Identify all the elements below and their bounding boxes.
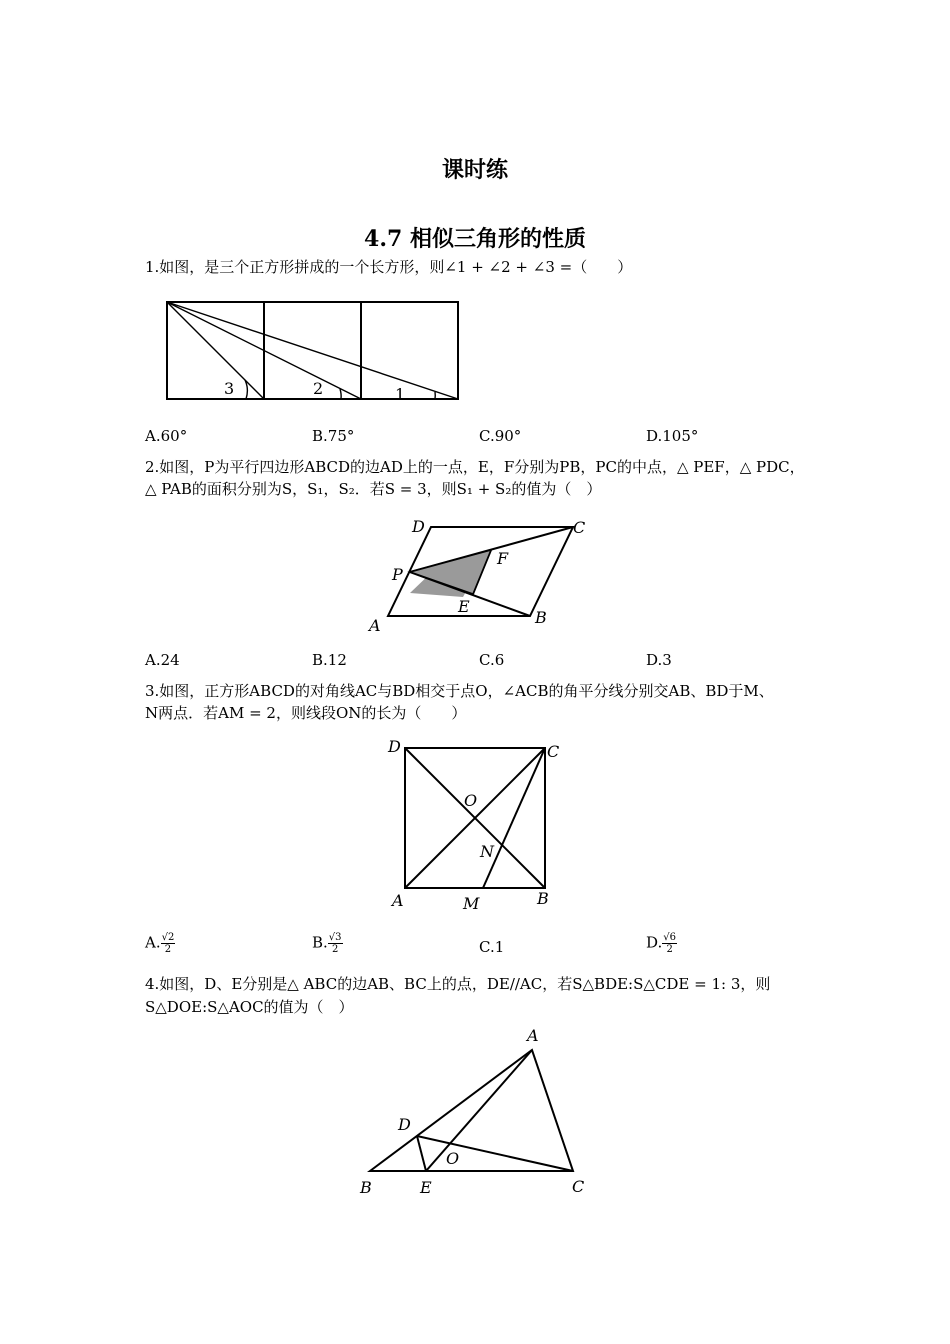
q1-option-c[interactable]: C.90°	[479, 427, 522, 445]
q3-option-a[interactable]	[145, 932, 175, 955]
fig4-label-a: A	[527, 1026, 539, 1045]
fig2-label-e: E	[458, 597, 470, 616]
q1-option-b[interactable]: B.75°	[312, 427, 355, 445]
question-2-line-1: 2.如图，P为平行四边形ABCD的边AD上的一点，E，F分别为PB，PC的中点，△ PEF，△ PDC，	[145, 458, 805, 476]
q2-option-c[interactable]: C.6	[479, 651, 505, 669]
fig4-segment-ea	[426, 1050, 532, 1171]
q3-option-b-fraction: $\frac{√3}{2}$	[328, 932, 342, 955]
question-4-line-1: 4.如图，D、E分别是△ ABC的边AB、BC上的点，DE//AC，若S△BDE:S△CDE = 1: 3，则	[145, 975, 771, 993]
fig3-bisector-cm	[483, 748, 545, 888]
question-3-line-1: 3.如图，正方形ABCD的对角线AC与BD相交于点O，∠ACB的角平分线分别交AB、BD于M、	[145, 682, 774, 700]
question-4-line-2: S△DOE:S△AOC的值为（ ）	[145, 998, 354, 1016]
fig3-label-a: A	[392, 891, 404, 910]
q2-option-a[interactable]: A.24	[145, 651, 180, 669]
q2-option-d[interactable]: D.3	[646, 651, 672, 669]
q3-option-c-prefix: C.1	[479, 938, 505, 956]
fig4-label-c: C	[572, 1177, 585, 1196]
fig3-label-n: N	[480, 842, 494, 861]
fig1-label-2: 2	[313, 379, 324, 398]
q1-option-d[interactable]: D.105°	[646, 427, 699, 445]
q3-option-b[interactable]	[312, 932, 343, 955]
question-4-figure	[350, 1020, 600, 1205]
fig2-label-b: B	[535, 608, 547, 627]
q3-option-d[interactable]	[646, 932, 677, 955]
question-1-figure	[160, 295, 470, 407]
fig4-label-d: D	[398, 1115, 411, 1134]
fig1-label-1: 1	[395, 385, 406, 404]
fig3-label-m: M	[463, 894, 480, 913]
q3-option-c[interactable]	[479, 938, 504, 956]
fig2-label-p: P	[392, 565, 403, 584]
fig3-label-c: C	[547, 742, 560, 761]
section-title: 4.7 相似三角形的性质	[364, 226, 586, 252]
question-3-figure	[380, 735, 570, 915]
q3-option-b-prefix: B.	[312, 933, 328, 952]
question-3-line-2: N两点．若AM = 2，则线段ON的长为（ ）	[145, 704, 467, 722]
q3-option-a-fraction: $\frac{√2}{2}$	[161, 932, 175, 955]
q2-option-b[interactable]: B.12	[312, 651, 347, 669]
fig4-segment-de	[417, 1136, 426, 1171]
fig2-label-d: D	[412, 517, 425, 536]
question-2-figure	[355, 510, 605, 635]
fig2-label-f: F	[497, 549, 509, 568]
fig2-label-a: A	[369, 616, 381, 635]
fig3-label-b: B	[537, 889, 549, 908]
fig3-label-o: O	[464, 791, 478, 810]
fig4-label-e: E	[420, 1178, 432, 1197]
q3-option-a-prefix: A.	[145, 933, 161, 952]
fig4-triangle-abc	[370, 1050, 573, 1171]
question-2-line-2: △ PAB的面积分别为S，S₁，S₂．若S = 3，则S₁ + S₂的值为（ ）	[145, 480, 602, 498]
fig1-label-3: 3	[224, 379, 235, 398]
q1-option-a[interactable]: A.60°	[145, 427, 188, 445]
fig4-label-b: B	[360, 1178, 372, 1197]
page-title: 课时练	[441, 157, 508, 183]
q3-option-d-prefix: D.	[646, 933, 663, 952]
q3-option-d-fraction: $\frac{√6}{2}$	[663, 932, 676, 955]
fig1-arc-2	[340, 389, 341, 399]
question-1-text: 1.如图，是三个正方形拼成的一个长方形，则∠1 + ∠2 + ∠3 =（ ）	[145, 258, 633, 276]
fig4-label-o: O	[446, 1149, 460, 1168]
fig1-diagonal-1	[167, 302, 264, 399]
fig3-label-d: D	[388, 737, 401, 756]
fig2-label-c: C	[573, 518, 586, 537]
